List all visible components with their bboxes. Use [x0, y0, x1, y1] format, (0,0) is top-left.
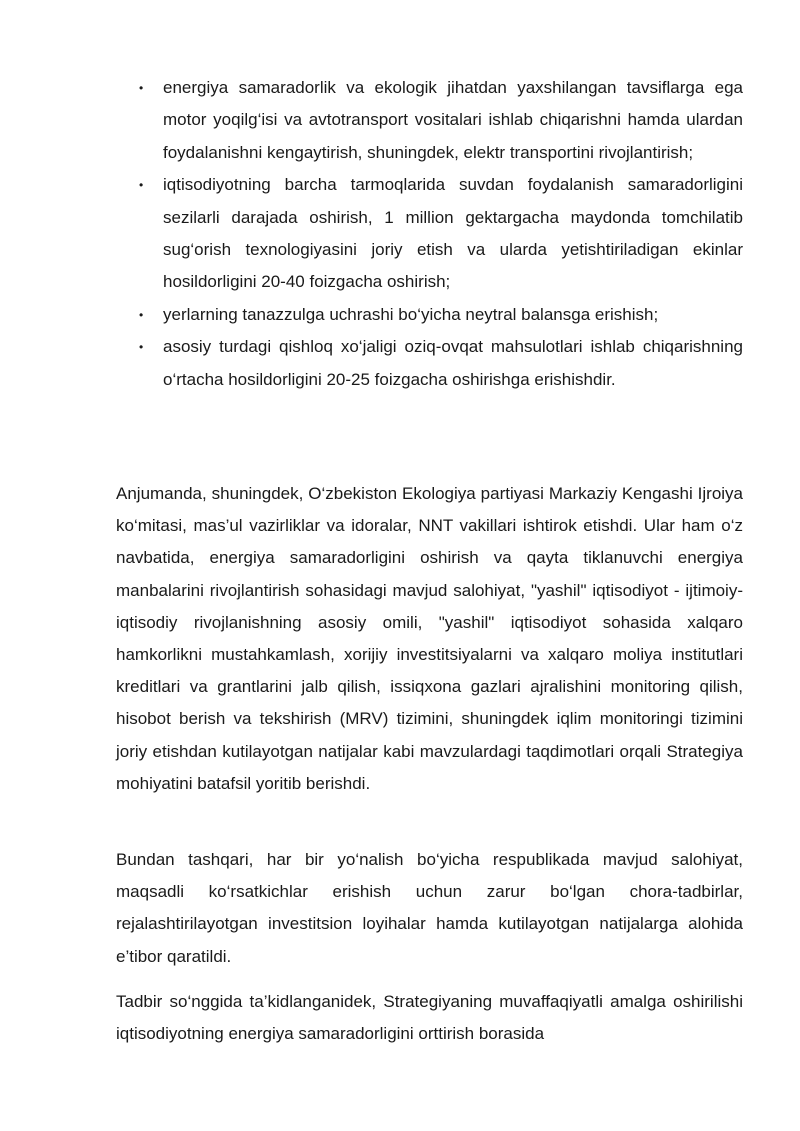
bullet-marker: • [139, 307, 144, 322]
list-item [133, 169, 743, 299]
bullet-marker: • [139, 340, 144, 355]
list-item [133, 72, 743, 169]
list-item [133, 331, 743, 396]
paragraph: Anjumanda, shuningdek, O‘zbekiston Ekologiya partiyasi Markaziy Kengashi Ijroiya ko‘mitasi, mas’ul vazirliklar va idoralar, NNT vakillari ishtirok etishdi. Ular ham o‘z navbatida, energiya samaradorligini oshirish va qayta tiklanuvchi energiya manbalarini rivojlantirish sohasidagi mavjud salohiyat, "yashil" iqtisodiyot - ijtimoiy-iqtisodiy rivojlanishning asosiy omili, "yashil" iqtisodiyot sohasida xalqaro hamkorlikni mustahkamlash, xorijiy investitsiyalarni va xalqaro moliya institutlari kreditlari va grantlarini jalb qilish, issiqxona gazlari ajralishini monitoring qilish, hisobot berish va tekshirish (MRV) tizimini, shuningdek iqlim monitoringi tizimini joriy etishdan kutilayotgan natijalar kabi mavzulardagi taqdimotlari orqali Strategiya mohiyatini batafsil yoritib berishdi. [116, 484, 743, 793]
list-item-text: iqtisodiyotning barcha tarmoqlarida suvdan foydalanish samaradorligini sezilarli darajada oshirish, 1 million gektargacha maydonda tomchilatib sug‘orish texnologiyasini joriy etish va ularda yetishtiriladigan ekinlar hosildorligini 20-40 foizgacha oshirish; [163, 175, 743, 292]
list-item-text: energiya samaradorlik va ekologik jihatdan yaxshilangan tavsiflarga ega motor yoqilg‘isi va avtotransport vositalari ishlab chiqarishni hamda ulardan foydalanishni kengaytirish, shuningdek, elektr transportini rivojlantirish; [163, 78, 743, 162]
paragraph: Tadbir so‘nggida ta’kidlanganidek, Strategiyaning muvaffaqiyatli amalga oshirilishi iqtisodiyotning energiya samaradorligini orttirish borasida [116, 992, 743, 1044]
paragraph: Bundan tashqari, har bir yo‘nalish bo‘yicha respublikada mavjud salohiyat, maqsadli ko‘rsatkichlar erishish uchun zarur bo‘lgan chora-tadbirlar, rejalashtirilayotgan investitsion loyihalar hamda kutilayotgan natijalarga alohida e’tibor qaratildi. [116, 850, 743, 966]
list-item-text: yerlarning tanazzulga uchrashi bo‘yicha neytral balansga erishish; [163, 304, 659, 324]
list-item [133, 299, 743, 331]
list-item-text: asosiy turdagi qishloq xo‘jaligi oziq-ovqat mahsulotlari ishlab chiqarishning o‘rtacha hosildorligini 20-25 foizgacha oshirishga erishishdir. [163, 337, 743, 389]
bullet-marker: • [139, 178, 144, 193]
bullet-marker: • [139, 81, 144, 95]
bullet-list [133, 72, 743, 396]
